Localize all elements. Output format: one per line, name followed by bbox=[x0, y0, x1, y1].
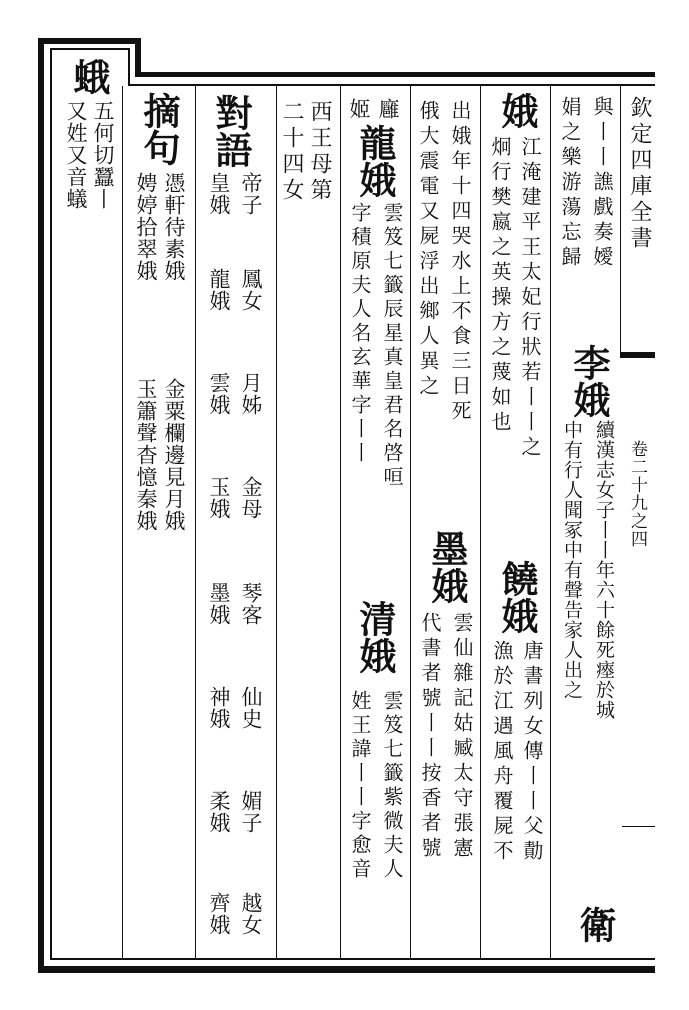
text-column: 雲笈七籤紫微夫人 bbox=[380, 690, 404, 882]
text-column: 西王母第 bbox=[307, 100, 332, 204]
text-column: 與丨丨譙戲奏嬡 bbox=[590, 96, 614, 271]
text-column: 江淹建平王太妃行狀若丨丨之 bbox=[518, 136, 542, 461]
pair-term: 月姊 bbox=[239, 372, 263, 416]
pair-term: 齊娥 bbox=[207, 892, 231, 936]
book-title: 欽定四庫全書 bbox=[627, 96, 652, 252]
text-column: 炯行樊嬴之英操方之蔑如也 bbox=[488, 136, 512, 436]
section-heading: 對語 bbox=[209, 94, 253, 168]
pair-term: 墨娥 bbox=[207, 582, 231, 626]
entry-heading: 衛 bbox=[573, 906, 617, 943]
pair-term: 龍娥 bbox=[207, 268, 231, 312]
margin-fold-line bbox=[622, 826, 655, 827]
column-rule bbox=[276, 86, 277, 958]
margin-fold bbox=[620, 352, 655, 358]
quote-line: 娉婷拾翠娥 bbox=[134, 172, 158, 282]
column-rule bbox=[410, 86, 411, 958]
text-column: 續漢志女子丨丨年六十餘死瘞於城 bbox=[593, 420, 615, 720]
pair-term: 金母 bbox=[239, 476, 263, 520]
pair-term: 神娥 bbox=[207, 686, 231, 730]
entry-heading: 清娥 bbox=[353, 600, 397, 674]
pair-term: 皇娥 bbox=[207, 172, 231, 216]
inner-border-top bbox=[128, 48, 130, 86]
text-column: 漁於江遇風舟覆屍不 bbox=[490, 640, 514, 865]
outer-border-top bbox=[135, 38, 141, 76]
column-rule bbox=[550, 86, 551, 958]
text-column: 娟之樂游蕩忘歸 bbox=[558, 96, 582, 271]
quote-line: 憑軒待素娥 bbox=[162, 172, 186, 282]
quote-line: 玉簫聲杳憶秦娥 bbox=[134, 378, 158, 532]
pair-term: 雲娥 bbox=[207, 372, 231, 416]
entry-heading: 龍娥 bbox=[353, 124, 397, 198]
outer-border-top-right bbox=[135, 72, 655, 77]
pair-term: 鳳女 bbox=[239, 268, 263, 312]
pair-term: 玉娥 bbox=[207, 476, 231, 520]
text-column: 俄大震電又屍浮出鄉人異之 bbox=[416, 100, 440, 400]
text-column: 唐書列女傳丨丨父勣 bbox=[520, 640, 544, 865]
outer-border-top-left bbox=[38, 38, 138, 44]
quote-line: 金粟欄邊見月娥 bbox=[162, 378, 186, 532]
text-column: 二十四女 bbox=[279, 100, 304, 204]
text-column: 中有行人聞冢中有聲告家人出之 bbox=[561, 420, 583, 700]
column-rule bbox=[340, 86, 341, 958]
text-column: 姓王諱丨丨字愈音 bbox=[348, 690, 372, 882]
text-column: 出娥年十四哭水上不食三日死 bbox=[448, 100, 472, 425]
column-rule bbox=[480, 86, 481, 958]
pair-term: 仙史 bbox=[239, 686, 263, 730]
inner-border-top-right bbox=[128, 84, 655, 86]
inner-border-bottom bbox=[50, 958, 655, 960]
gloss-line: 又姓又音蟻 bbox=[64, 100, 88, 210]
text-column: 代書者號丨丨按香者號 bbox=[418, 612, 442, 862]
entry-heading: 饒娥 bbox=[495, 560, 539, 634]
column-rule bbox=[620, 86, 621, 358]
pair-term: 帝子 bbox=[239, 172, 263, 216]
inner-border-left bbox=[50, 48, 52, 960]
pair-term: 柔娥 bbox=[207, 790, 231, 834]
outer-border-bottom bbox=[38, 966, 655, 973]
entry-heading: 蛾 bbox=[67, 58, 111, 95]
pair-term: 琴客 bbox=[239, 582, 263, 626]
entry-heading: 李娥 bbox=[567, 344, 611, 418]
gloss-line: 姬 bbox=[347, 98, 371, 120]
pair-term: 媚子 bbox=[239, 790, 263, 834]
pair-term: 越女 bbox=[239, 892, 263, 936]
text-column: 字積原夫人名玄華字丨丨 bbox=[348, 202, 372, 466]
entry-heading: 墨娥 bbox=[425, 530, 469, 604]
gloss-line: 廱 bbox=[376, 98, 400, 120]
entry-heading: 娥 bbox=[495, 92, 539, 129]
text-column: 雲仙雜記姑臧太守張憲 bbox=[450, 612, 474, 862]
gloss-line: 五何切蠶丨 bbox=[91, 100, 115, 210]
column-rule bbox=[195, 86, 196, 958]
section-heading: 摘句 bbox=[137, 92, 181, 166]
outer-border-left bbox=[38, 38, 44, 973]
juan-number: 卷二十九之四 bbox=[627, 440, 647, 548]
inner-border-top-left bbox=[50, 48, 130, 50]
column-rule bbox=[122, 86, 123, 958]
text-column: 雲笈七籤辰星真皇君名啓咺 bbox=[380, 202, 404, 490]
